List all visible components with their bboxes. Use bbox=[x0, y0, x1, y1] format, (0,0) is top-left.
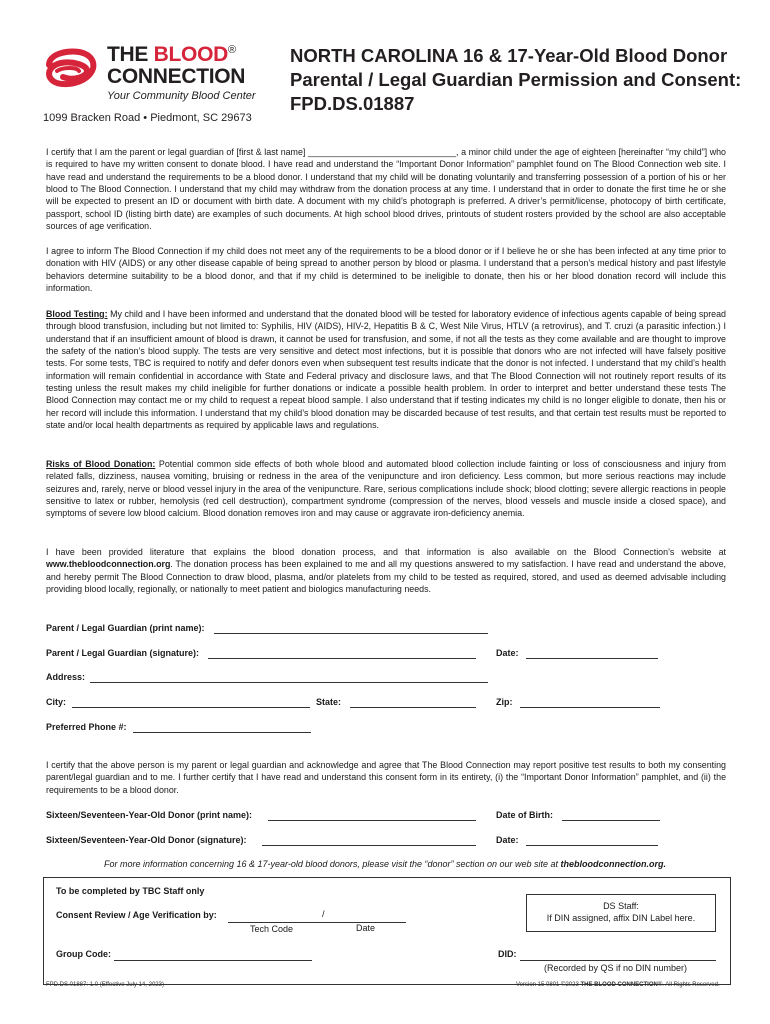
website-link: www.thebloodconnection.org bbox=[46, 559, 171, 570]
inform-paragraph: I agree to inform The Blood Connection if my child does not meet any of the requirements to be a blood donor or if I believe he or she has been infected at any time prior to donation with HIV (AIDS) or any other disease capable of being spread to another person by blood or plasma. I understand that a person’s medical history and past lifestyle behaviors determine suitability to be a blood donor, and that if my child is determined to be ineligible to donate, then his or her blood donation record will include this information. bbox=[46, 246, 726, 294]
donor-date-field[interactable] bbox=[526, 845, 658, 846]
blood-testing-paragraph: Blood Testing: My child and I have been informed and understand that the donated blood will be tested for laboratory evidence of infectious agents capable of being spread through blood transfusion, including but not limited to: Syphilis, HIV (AIDS), HIV-2, Hepatitis B & C, West Nile Virus, HTLV (a retrovirus), and T. cruzi (a parasitic infection.) I understand that if an insufficient amount of blood is drawn, it cannot be used for transfusion, and some, if not all the tests as they come available and are thought to improve the safety of the nation’s blood supply. The tests are very sensitive and detect most infections, but it is possible that donors who are not infected will have falsely positive tests. For some tests, TBC is required to notify and defer donors even when subsequent test results indicate that the donor is not infected. I understand that my child’s health information will remain confidential in accordance with State and Federal privacy and disclosure laws, and that The Blood Connection will not routinely report results of its testing unless the result makes my child ineligible for further donations or indicate a possible health problem. In order to interpret and better understand these tests The Blood Connection may contact me or my child to request a repeat blood sample. I also understand that if testing indicates my child is no longer eligible to donate, then his or her record will include this information. I understand that my child’s blood donation may be discarded because of test results, and that certain test results must be reported to state and/or local health departments as required by applicable laws and regulations. bbox=[46, 309, 726, 431]
did-note: (Recorded by QS if no DIN number) bbox=[544, 963, 688, 973]
donor-certification-paragraph: I certify that the above person is my parent or legal guardian and acknowledge and agree that The Blood Connection may report positive test results to both my consenting parent/legal guardian and to me. I further certify that I have read and understand this consent form in its entirety, (i) the “Important Donor Information” pamphlet, and (ii) the requirements to be a blood donor. bbox=[46, 760, 726, 795]
risks-paragraph: Risks of Blood Donation: Potential common side effects of both whole blood and automated blood collection include fainting or loss of consciousness and injury from related falls, dizziness, nausea vomiting, bruising or redness in the area of the venipuncture and iron deficiency. Less common, but more serious reactions may include seizures and, rarely, nerve or blood vessel injury in the area of the venipuncture. Rare, serious complications include shock; blood clotting; severe allergic reactions in people sensitive to latex or rubber, hemolysis (red cell destruction), compartment syndrome (compression of the nerves, blood vessels and muscle inside a closed space), and symptoms of severe low blood calcium. Blood donation removes iron and may cause or aggravate iron-deficiency anemia. bbox=[46, 459, 726, 519]
guardian-phone-row: Preferred Phone #: bbox=[46, 722, 736, 736]
guardian-signature-field[interactable] bbox=[208, 658, 476, 659]
donor-dob-field[interactable] bbox=[562, 820, 660, 821]
brand-name-line2: CONNECTION bbox=[107, 65, 246, 88]
guardian-city-field[interactable] bbox=[72, 707, 310, 708]
copyright-footer: Version 15 0801 ©2023 THE BLOOD CONNECTION®. All Rights Reserved. bbox=[516, 982, 720, 988]
group-code-label: Group Code: bbox=[56, 949, 111, 959]
organization-address: 1099 Bracken Road • Piedmont, SC 29673 bbox=[43, 112, 252, 124]
did-label: DID: bbox=[498, 949, 517, 959]
brand-tagline: Your Community Blood Center bbox=[107, 90, 256, 102]
din-label-box[interactable]: DS Staff: If DIN assigned, affix DIN Label here. bbox=[526, 894, 716, 932]
form-title: NORTH CAROLINA 16 & 17-Year-Old Blood Donor Parental / Legal Guardian Permission and Consent: FPD.DS.01887 bbox=[290, 45, 742, 114]
guardian-date-field[interactable] bbox=[526, 658, 658, 659]
did-field[interactable] bbox=[520, 960, 716, 961]
staff-only-box: To be completed by TBC Staff only Consent Review / Age Verification by: / Tech Code Date DS Staff: If DIN assigned, affix DIN Label here. Group Code: DID: (Recorded by QS if no DIN number) bbox=[43, 877, 731, 985]
consent-review-field[interactable] bbox=[228, 922, 406, 923]
tech-code-caption: Tech Code bbox=[250, 924, 294, 934]
more-info-note: For more information concerning 16 & 17-year-old blood donors, please visit the “donor” section on our web site at thebloodconnection.org. bbox=[103, 859, 667, 869]
guardian-phone-field[interactable] bbox=[133, 732, 311, 733]
guardian-zip-field[interactable] bbox=[520, 707, 660, 708]
guardian-address-field[interactable] bbox=[90, 682, 488, 683]
guardian-state-field[interactable] bbox=[350, 707, 476, 708]
brand-name-line1: THE BLOOD® bbox=[107, 43, 236, 66]
date-caption: Date bbox=[356, 923, 376, 933]
blood-connection-logo bbox=[43, 43, 273, 123]
donor-print-name-field[interactable] bbox=[268, 820, 476, 821]
guardian-signature-row: Parent / Legal Guardian (signature): Date: bbox=[46, 648, 736, 662]
donor-signature-row: Sixteen/Seventeen-Year-Old Donor (signature): Date: bbox=[46, 835, 736, 849]
form-version-footer: FPD.DS.01887: 1.0 (Effective July 14, 2023) bbox=[46, 982, 164, 988]
group-code-field[interactable] bbox=[114, 960, 312, 961]
guardian-address-row: Address: bbox=[46, 672, 736, 686]
blood-drop-swirl-icon bbox=[43, 47, 101, 91]
consent-review-label: Consent Review / Age Verification by: bbox=[56, 910, 217, 920]
donor-print-name-row: Sixteen/Seventeen-Year-Old Donor (print name): Date of Birth: bbox=[46, 810, 736, 824]
donor-signature-field[interactable] bbox=[262, 845, 476, 846]
blood-testing-heading: Blood Testing: bbox=[46, 309, 108, 319]
certification-paragraph: I certify that I am the parent or legal guardian of [first & last name] ______________________________, a minor child under the age of eighteen [hereinafter “my child”] who is required to have my written consent to donate blood. I have read and understand the “Important Donor Information” pamphlet found on The Blood Connection web site. I have read and understand the requirements to be a blood donor. I understand that my child will be donating voluntarily and transferring possession of a portion of his or her blood to The Blood Connection. I understand that my child may withdraw from the donation process at any time. I understand that in order to donate the first time he or she will be expected to present an ID or document with birth date. A document with my child’s photograph is preferred. A driver’s permit/license, photocopy of birth certificate, passport, school ID (listing birth date) are examples of such documents. At high school blood drives, printouts of student rosters provided by the school are also acceptable sources of age verification. bbox=[46, 147, 726, 232]
staff-box-heading: To be completed by TBC Staff only bbox=[56, 886, 205, 896]
guardian-print-name-field[interactable] bbox=[214, 633, 488, 634]
guardian-print-name-row: Parent / Legal Guardian (print name): bbox=[46, 623, 736, 637]
note-website-link: thebloodconnection.org. bbox=[560, 859, 667, 869]
guardian-city-row: City: State: Zip: bbox=[46, 697, 736, 711]
risks-heading: Risks of Blood Donation: bbox=[46, 459, 156, 469]
literature-paragraph: I have been provided literature that explains the blood donation process, and that information is also available on the Blood Connection’s website at www.thebloodconnection.org. The donation process has been explained to me and all my questions answered to my satisfaction. I have read and understand the above, and hereby permit The Blood Connection to draw blood, plasma, and/or platelets from my child to be tested as required, stored, and used as deemed advisable including providing blood locally, regionally, or nationally to meet patient and biologics manufacturing needs. bbox=[46, 547, 726, 595]
